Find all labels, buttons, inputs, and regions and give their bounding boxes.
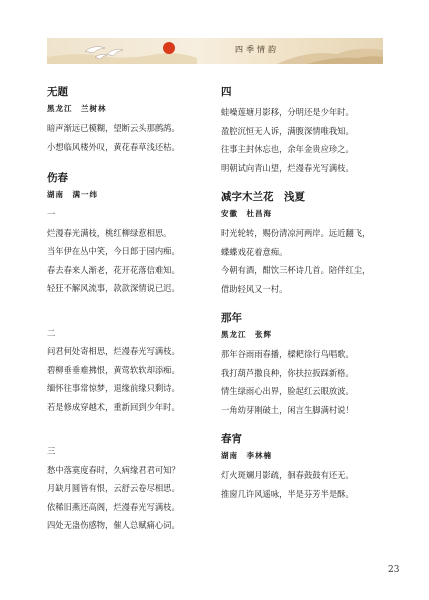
poem	[221, 310, 391, 419]
right-column	[221, 84, 391, 503]
poem-line: 春去春来人渐老，花开花落信难知。	[47, 264, 180, 275]
poem-title: 减字木兰花 浅夏	[221, 191, 305, 203]
poem-title: 伤春	[47, 172, 68, 184]
poem-author: 湖南 满一纬	[47, 190, 98, 199]
poem-line: 盈腔沉恒无人诉，满腹深情唯我知。	[221, 125, 354, 136]
poem	[221, 189, 391, 298]
poem-line: 情生绿雨心出界，脸起红云眼放波。	[221, 386, 354, 396]
left-column	[47, 84, 217, 535]
poem	[47, 84, 217, 156]
poem-line: 那年谷雨雨春播，樑耙徐行鸟唱歌。	[221, 349, 354, 359]
poem-line: 灯火斑斓月影疏，徊春鼓鼓有还无。	[221, 470, 354, 480]
poem-line: 今朝有酒，酣饮三杯诗几首。陪伴红尘，	[221, 265, 371, 275]
poem-section	[47, 442, 217, 535]
poem-line: 四处无蛊伤感物，催人总赋痛心词。	[47, 520, 180, 530]
poem-line: 若是修成穿越术，重新回到少年时。	[47, 401, 180, 412]
poem-title: 春宵	[221, 433, 242, 445]
poem-section	[221, 84, 391, 177]
poem-title: 无题	[47, 86, 68, 98]
banner-landscape-illustration	[47, 38, 383, 64]
poem-section-number: 二	[47, 327, 56, 338]
poem-author: 安徽 杜昌海	[221, 209, 272, 218]
header-banner	[47, 38, 383, 64]
poem-line: 烂漫春光满枝，桃红柳绿惹相思。	[47, 227, 172, 238]
poem-line: 借助轻风又一村。	[221, 283, 288, 294]
poem-author: 湖南 李林楠	[221, 451, 272, 460]
section-title: 四季情韵	[235, 45, 279, 54]
poem-line: 一角幼芽刚破土，闲言生脚满村说！	[221, 404, 354, 415]
poem-section-number: 一	[47, 209, 56, 219]
poem-line: 往事主封休忘也，余年金贵应珍之。	[221, 144, 354, 154]
poem-section-number: 三	[47, 446, 56, 456]
poem-section	[47, 324, 217, 417]
poem-line: 我打葫芦撒良种，你扶拉扳踩新格。	[221, 367, 354, 378]
poem-line: 时光轮转，赐份清凉河两岸。远近翻飞，	[221, 228, 371, 238]
poem	[47, 170, 217, 298]
poem-line: 小想临风楼外叹，黄花春草浅还枯。	[47, 141, 180, 152]
poem-line: 暗声渐远已模糊，望断云头那鹧鸪。	[47, 123, 180, 133]
poem-line: 碧柳垂垂难拂恨，黄莺软软却添痴。	[47, 364, 180, 375]
poem-line: 当年伊在丛中笑，今日郎于园内痴。	[47, 246, 180, 256]
poem-author: 黑龙江 张辉	[221, 330, 272, 339]
poem-line: 愁中落寞度春时，久病缘君君可知？	[47, 464, 180, 475]
poem-line: 月缺月圆皆有恨，云舒云卷尽相思。	[47, 483, 180, 493]
poem-line: 蝶蝶戏花着意痴。	[221, 246, 288, 257]
poem-line: 依稀旧燕还高阁，烂漫春光写满枝。	[47, 501, 180, 512]
poem-line: 轻狂不解风流事，款款深情说已迟。	[47, 283, 180, 293]
page-number: 23	[388, 565, 400, 575]
poem-author: 黑龙江 兰树林	[47, 104, 107, 113]
poem-line: 明朝试向青山望，烂漫春光写满枝。	[221, 162, 354, 173]
sun-icon	[163, 42, 175, 54]
poem-title: 那年	[221, 312, 242, 324]
poem-line: 缅怀往事常惊梦，退缘前缘只剩诗。	[47, 383, 180, 393]
poem-section-number: 四	[221, 86, 232, 98]
poem-line: 推窗几许风遥咏，半是芬芳半是酥。	[221, 488, 354, 499]
poem-line: 问君何处寄相思，烂漫春光写满枝。	[47, 346, 180, 356]
poem	[221, 431, 391, 503]
poem-line: 蛙噪莲塘月影移，分明还是少年时。	[221, 107, 354, 117]
